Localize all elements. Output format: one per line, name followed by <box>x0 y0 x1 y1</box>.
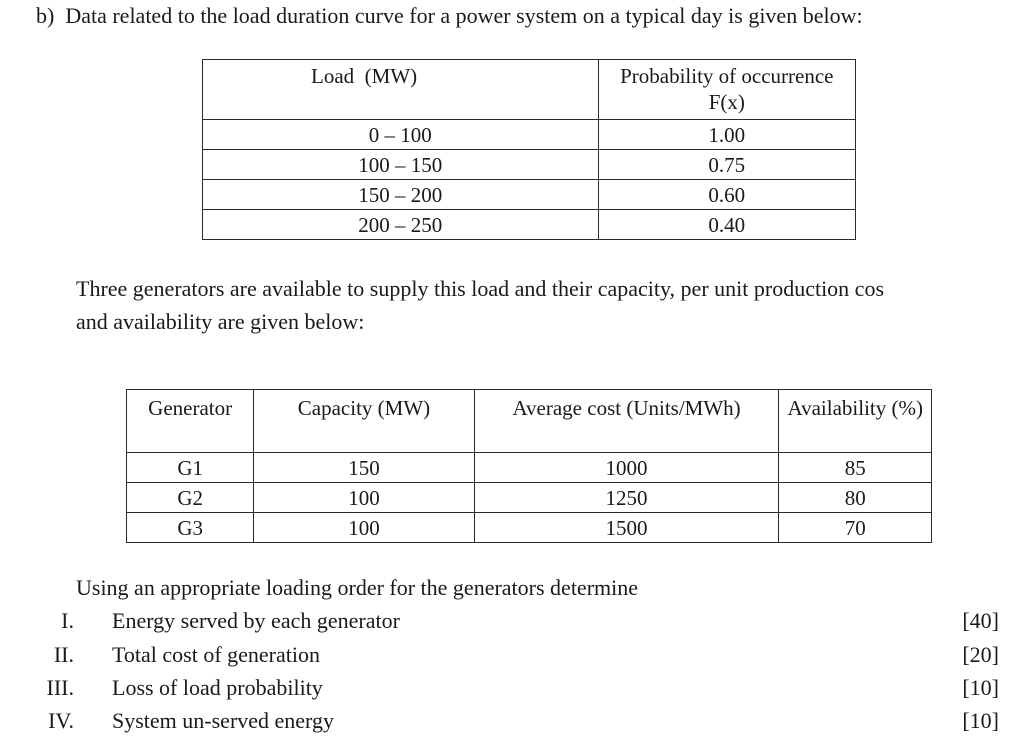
generator-cell: G2 <box>127 483 254 513</box>
column-header-capacity: Capacity (MW) <box>254 390 474 453</box>
load-duration-table <box>202 59 856 240</box>
table-row <box>127 513 932 543</box>
cost-cell: 1500 <box>474 513 779 543</box>
question-text: Energy served by each generator <box>112 608 400 633</box>
question-number: I. <box>61 608 74 633</box>
table-row <box>127 483 932 513</box>
paragraph-line-2: and availability are given below: <box>76 309 365 334</box>
probability-cell: 0.75 <box>598 150 855 180</box>
capacity-cell: 100 <box>254 513 474 543</box>
availability-cell: 70 <box>779 513 932 543</box>
load-range-cell: 100 – 150 <box>203 150 599 180</box>
generators-table <box>126 389 932 543</box>
generator-cell: G3 <box>127 513 254 543</box>
question-number: II. <box>53 642 74 667</box>
probability-cell: 1.00 <box>598 120 855 150</box>
column-header-load: Load (MW) <box>203 60 599 120</box>
intro-text: b) Data related to the load duration curve for a power system on a typical day is given below: <box>36 3 863 28</box>
column-header-availability: Availability (%) <box>779 390 932 453</box>
table-row <box>203 150 856 180</box>
question-marks: [40] <box>962 608 999 633</box>
generator-cell: G1 <box>127 453 254 483</box>
table-header-row <box>127 390 932 453</box>
column-header-average-cost: Average cost (Units/MWh) <box>474 390 779 453</box>
availability-cell: 80 <box>779 483 932 513</box>
column-header-probability: Probability of occurrence F(x) <box>598 60 855 120</box>
paragraph-line-1: Three generators are available to supply this load and their capacity, per unit production cos <box>76 276 885 301</box>
cost-cell: 1250 <box>474 483 779 513</box>
cost-cell: 1000 <box>474 453 779 483</box>
question-text: Loss of load probability <box>112 675 323 700</box>
table-row <box>203 210 856 240</box>
question-number: IV. <box>48 708 74 733</box>
availability-cell: 85 <box>779 453 932 483</box>
instruction-text: Using an appropriate loading order for the generators determine <box>76 575 639 600</box>
table-row <box>127 453 932 483</box>
question-text: System un-served energy <box>112 708 334 733</box>
column-header-generator: Generator <box>127 390 254 453</box>
question-marks: [10] <box>962 708 999 733</box>
table-header-row <box>203 60 856 120</box>
load-range-cell: 0 – 100 <box>203 120 599 150</box>
capacity-cell: 100 <box>254 483 474 513</box>
question-number: III. <box>46 675 74 700</box>
load-range-cell: 200 – 250 <box>203 210 599 240</box>
probability-cell: 0.40 <box>598 210 855 240</box>
probability-cell: 0.60 <box>598 180 855 210</box>
question-text: Total cost of generation <box>112 642 321 667</box>
load-range-cell: 150 – 200 <box>203 180 599 210</box>
capacity-cell: 150 <box>254 453 474 483</box>
table-row <box>203 180 856 210</box>
table-row <box>203 120 856 150</box>
question-marks: [20] <box>962 642 999 667</box>
question-marks: [10] <box>962 675 999 700</box>
